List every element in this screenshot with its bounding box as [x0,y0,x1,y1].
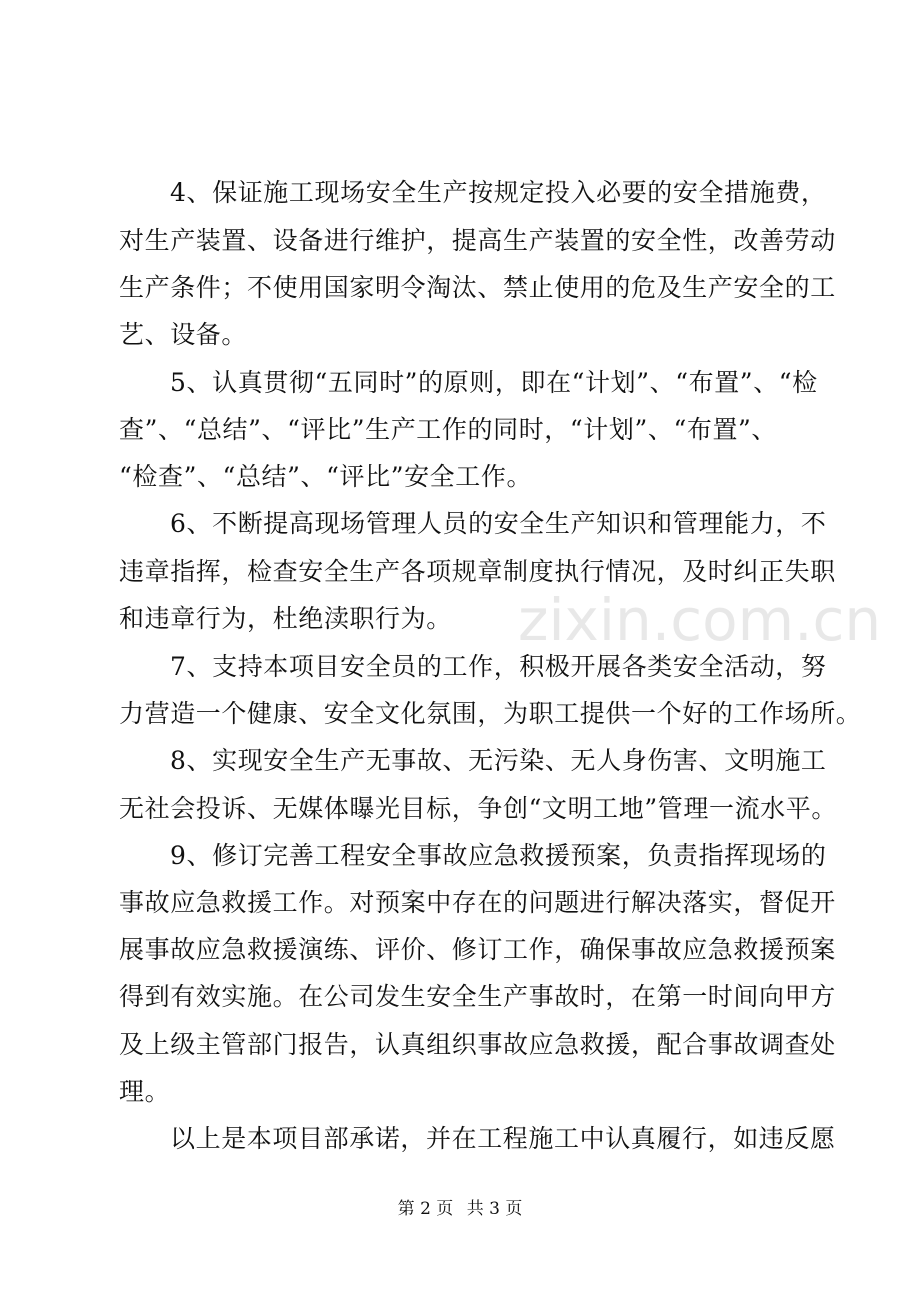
paragraph-5-line-1: 5、认真贯彻“五同时”的原则，即在“计划”、“布置”、“检 [170,368,818,397]
paragraph-4-line-4: 艺、设备。 [119,320,248,349]
page-footer [0,1197,920,1221]
paragraph-7-line-1: 7、支持本项目安全员的工作，积极开展各类安全活动，努 [170,652,827,681]
page-number-total: 共 3 页 [466,1199,523,1219]
paragraph-5-line-2: 查”、“总结”、“评比”生产工作的同时，“计划”、“布置”、 [119,415,778,444]
paragraph-9-line-6: 理。 [119,1077,171,1106]
paragraph-8-line-2: 无社会投诉、无媒体曝光目标，争创“文明工地”管理一流水平。 [119,794,837,823]
paragraph-6-line-2: 违章指挥，检查安全生产各项规章制度执行情况，及时纠正失职 [119,557,836,586]
paragraph-4-line-3: 生产条件；不使用国家明令淘汰、禁止使用的危及生产安全的工 [119,273,836,302]
paragraph-9-line-5: 及上级主管部门报告，认真组织事故应急救援，配合事故调查处 [119,1030,836,1059]
paragraph-5-line-3: “检查”、“总结”、“评比”安全工作。 [119,462,533,491]
paragraph-7-line-2: 力营造一个健康、安全文化氛围，为职工提供一个好的工作场所。 [119,699,862,728]
paragraph-9-line-1: 9、修订完善工程安全事故应急救援预案，负责指挥现场的 [170,841,827,870]
paragraph-6-line-3: 和违章行为，杜绝渎职行为。 [119,604,452,633]
paragraph-9-line-4: 得到有效实施。在公司发生安全生产事故时，在第一时间向甲方 [119,982,836,1011]
closing-paragraph-line-1: 以上是本项目部承诺，并在工程施工中认真履行，如违反愿 [170,1124,836,1153]
paragraph-6-line-1: 6、不断提高现场管理人员的安全生产知识和管理能力，不 [170,509,827,538]
page-number-current: 第 2 页 [397,1199,454,1219]
paragraph-9-line-3: 展事故应急救援演练、评价、修订工作，确保事故应急救援预案 [119,935,836,964]
paragraph-8-line-1: 8、实现安全生产无事故、无污染、无人身伤害、文明施工 [170,746,827,775]
watermark: zixin.com.cn [518,586,882,654]
paragraph-9-line-2: 事故应急救援工作。对预案中存在的问题进行解决落实，督促开 [119,888,836,917]
paragraph-4-line-1: 4、保证施工现场安全生产按规定投入必要的安全措施费， [170,178,827,207]
paragraph-4-line-2: 对生产装置、设备进行维护，提高生产装置的安全性，改善劳动 [119,226,836,255]
